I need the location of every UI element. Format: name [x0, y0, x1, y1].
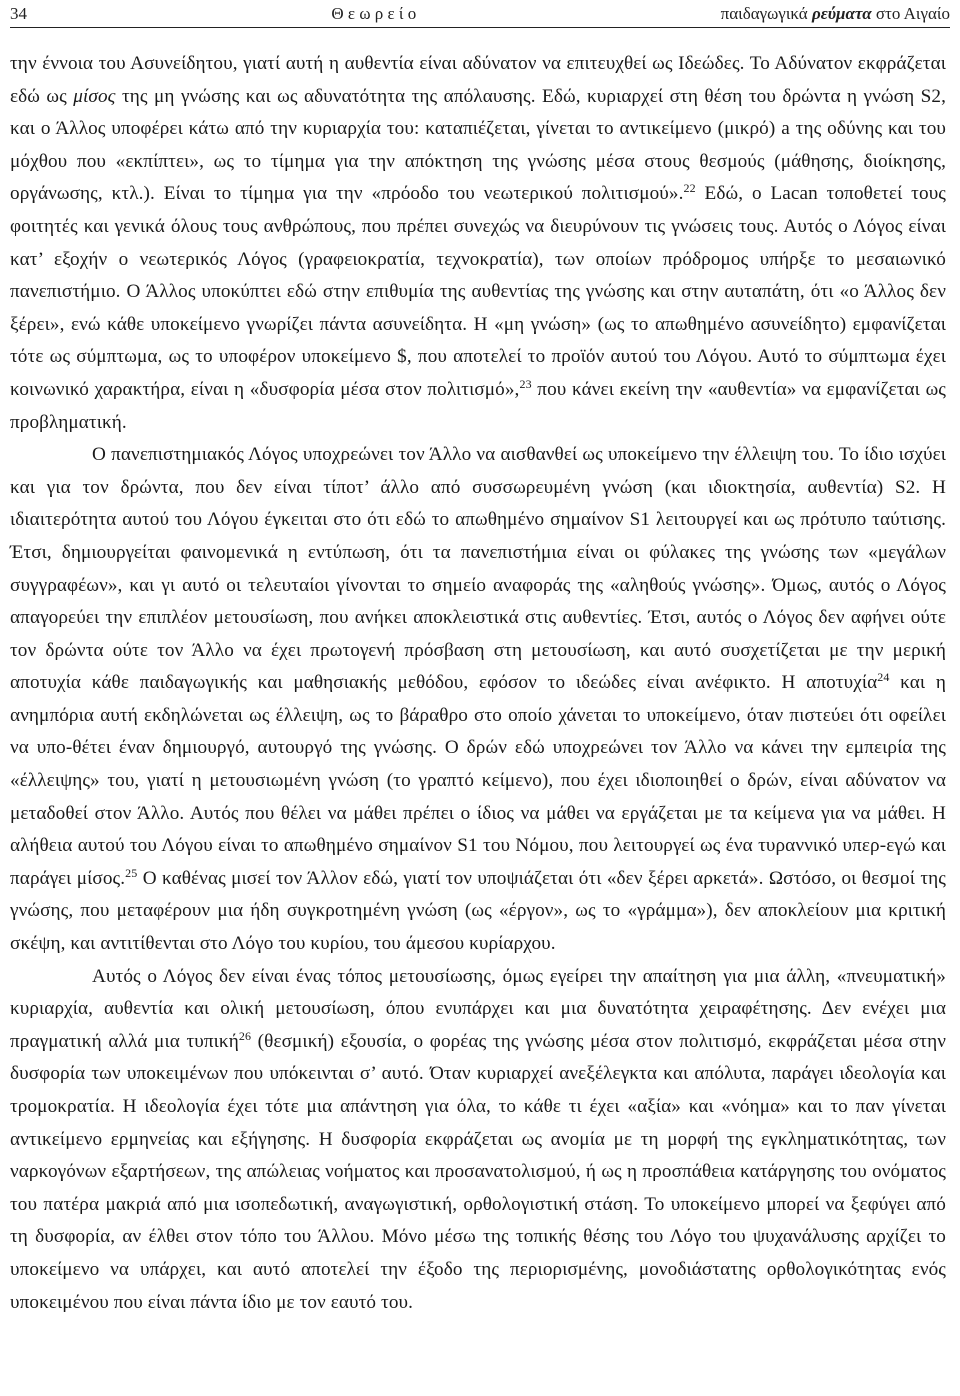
footnote-ref[interactable]: 26: [238, 1028, 252, 1043]
journal-name: παιδαγωγικά ρεύματα στο Αιγαίο: [720, 4, 950, 23]
footnote-ref[interactable]: 22: [683, 181, 696, 196]
paragraph-3: Αυτός ο Λόγος δεν είναι ένας τόπος μετουσίωσης, όμως εγείρει την απαίτηση για μια άλλη, «πνευματική» κυριαρχία, αυθεντία και ολική μετουσίωση, όπου ενυπάρχει και μια δυνατότητα χειραφέτησης. Δεν ενέχει μια πραγματική αλλά μια τυπική$^{26}$ (θεσμική) εξουσία, ο φορέας της γνώσης μέσα στον πολιτισμό, εκφράζεται μέσα στην δυσφορία των υποκειμένων που υπόκεινται σ’ αυτό. Όταν κυριαρχεί ανεξέλεγκτα και απόλυτα, παράγει ιδεολογία και τρομοκρατία. Η ιδεολογία έχει τότε μια απάντηση για όλα, το κάθε τι έχει «αξία» και «νόημα» και το παν γίνεται αντικείμενο ερμηνείας και εξήγησης. Η δυσφορία εκφράζεται ως ανομία με τη μορφή της εγκληματικότητας, των ναρκογόνων εξαρτήσεων, της απώλειας νοήματος και προσανατολισμού, ή ως η προσπάθεια κατάργησης του ονόματος του πατέρα μακριά από μια ισοπεδωτική, αναγωγιστική, ορθολογιστική στάση. Το υποκείμενο μπορεί να ξεφύγει από τη δυσφορία, αν έλθει στον τόπο του Άλλου. Μόνο μέσω της τοπικής θέσης του Λόγο του ψυχανάλυσης αρχίζει το υποκείμενο να υπάρχει, και αυτό αποτελεί την έξοδο της περιορισμένης, μονοδιάστατης ορθολογικότητας ενός υποκειμένου που είναι πάντα ίδιο με τον εαυτό του.: [10, 965, 946, 1313]
footnote-ref[interactable]: 24: [877, 670, 890, 685]
paragraph-1: την έννοια του Ασυνείδητου, γιατί αυτή η αυθεντία είναι αδύνατον να επιτευχθεί ως Ιδεώδες. Το Αδύνατον εκφράζεται εδώ ως μίσος της μη γνώσης και ως αδυνατότητα της απόλαυσης. Εδώ, κυριαρχεί στη θέση του δρώντα η γνώση S2, και ο Άλλος υποφέρει κάτω από την κυριαρχία του: καταπιέζεται, γίνεται το αντικείμενο (μικρό) a της οδύνης και του μόχθου που «εκπίπτει», ως το τίμημα για την απόκτηση της γνώσης μέσα στους θεσμούς (μάθησης, διοίκησης, οργάνωσης, κτλ.). Είναι το τίμημα για την «πρόοδο του νεωτερικού πολιτισμού».$^{22}$ Εδώ, ο Lacan τοποθετεί τους φοιτητές και γενικά όλους τους ανθρώπους, που πρέπει συνεχώς να διευρύνουν τις γνώσεις τους. Αυτός ο Λόγος είναι κατ’ εξοχήν ο νεωτερικός Λόγος (γραφειοκρατία, τεχνοκρατία), των οποίων πρόδρομος υπήρξε το μεσαιωνικό πανεπιστήμιο. Ο Άλλος υποκύπτει εδώ στην επιθυμία της αυθεντίας της γνώσης και στην αυταπάτη, ότι «ο Άλλος δεν ξέρει», ενώ κάθε υποκείμενο γνωρίζει πάντα ασυνείδητα. Η «μη γνώση» (ως το απωθημένο ασυνείδητο) εμφανίζεται τότε ως σύμπτωμα, ως το υποφέρον υποκείμενο $, που αποτελεί το προϊόν αυτού του Λόγου. Αυτό το σύμπτωμα έχει κοινωνικό χαρακτήρα, είναι η «δυσφορία μέσα στον πολιτισμό»,$^{23}$ που κάνει εκείνη την «αυθεντία» να εμφανίζεται ως προβληματική.: [10, 53, 947, 433]
page-number: 34: [10, 4, 27, 23]
footnote-ref[interactable]: 23: [519, 376, 532, 391]
footnote-ref[interactable]: 25: [125, 865, 138, 880]
page-header: [10, 0, 950, 24]
section-title: Θ ε ω ρ ε ί ο: [331, 4, 417, 23]
journal-emphasis: ρεύματα: [811, 4, 872, 23]
header-rule: [10, 27, 950, 28]
article-body: [10, 48, 946, 1319]
emphasis-word: μίσος: [73, 85, 116, 107]
paragraph-2: Ο πανεπιστημιακός Λόγος υποχρεώνει τον Άλλο να αισθανθεί ως υποκείμενο την έλλειψη του. Το ίδιο ισχύει και για τον δρώντα, που δεν είναι τίποτ’ άλλο από συσσωρευμένη γνώση (και ιδιοκτησία, αυθεντία) S2. Η ιδιαιτερότητα αυτού του Λόγου έγκειται στο ότι εδώ το απωθημένο σημαίνον S1 λειτουργεί και ως πρότυπο ταύτισης. Έτσι, δημιουργείται φαινομενικά η εντύπωση, ότι τα πανεπιστήμια είναι οι φύλακες της γνώσης των «μεγάλων συγγραφέων», και γι αυτό οι τελευταίοι γίνονται το σημείο αναφοράς της «αληθούς γνώσης». Όμως, αυτός ο Λόγος απαγορεύει την επιπλέον μετουσίωση, που ανήκει αποκλειστικά στις αυθεντίες. Έτσι, αυτός ο Λόγος δεν αφήνει ούτε τον δρώντα ούτε τον Άλλο να έχει πρωτογενή πρόσβαση στη μετουσίωση, και αυτό συσχετίζεται με την μερική αποτυχία κάθε παιδαγωγικής και μαθησιακής μεθόδου, εφόσον το ιδεώδες είναι ανέφικτο. Η αποτυχία$^{24}$ και η ανημπόρια αυτή εκδηλώνεται ως έλλειψη, ως το βάραθρο στο οποίο χάνεται το υποκείμενο, όταν πιστεύει ότι οφείλει να υπο-θέτει έναν δημιουργό, αυτουργό της γνώσης. Ο δρών εδώ υποχρεώνει τον Άλλο να κάνει την εμπειρία της «έλλειψης» του, γιατί η μετουσιωμένη γνώση (το γραπτό κείμενο), που έχει ιδιοποιηθεί ο δρών, είναι αδύνατον να μεταδοθεί στον Άλλο. Αυτός που θέλει να μάθει πρέπει ο ίδιος να μάθει να εργάζεται με τα κείμενα για να μάθει. Η αλήθεια αυτού του Λόγου είναι το απωθημένο σημαίνον S1 του Νόμου, που λειτουργεί ως ένα τυραννικό υπερ-εγώ και παράγει μίσος.$^{25}$ Ο καθένας μισεί τον Άλλον εδώ, γιατί τον υποψιάζεται ότι «δεν ξέρει αρκετά». Ωστόσο, οι θεσμοί της γνώσης, που μεταφέρουν μια ήδη συγκροτημένη γνώση (ως «έργον», ως το «γράμμα»), δεν αποκλείουν μια κριτική σκέψη, και αντιτίθενται στο Λόγο του κυρίου, του άμεσου κυρίαρχου.: [10, 444, 946, 955]
